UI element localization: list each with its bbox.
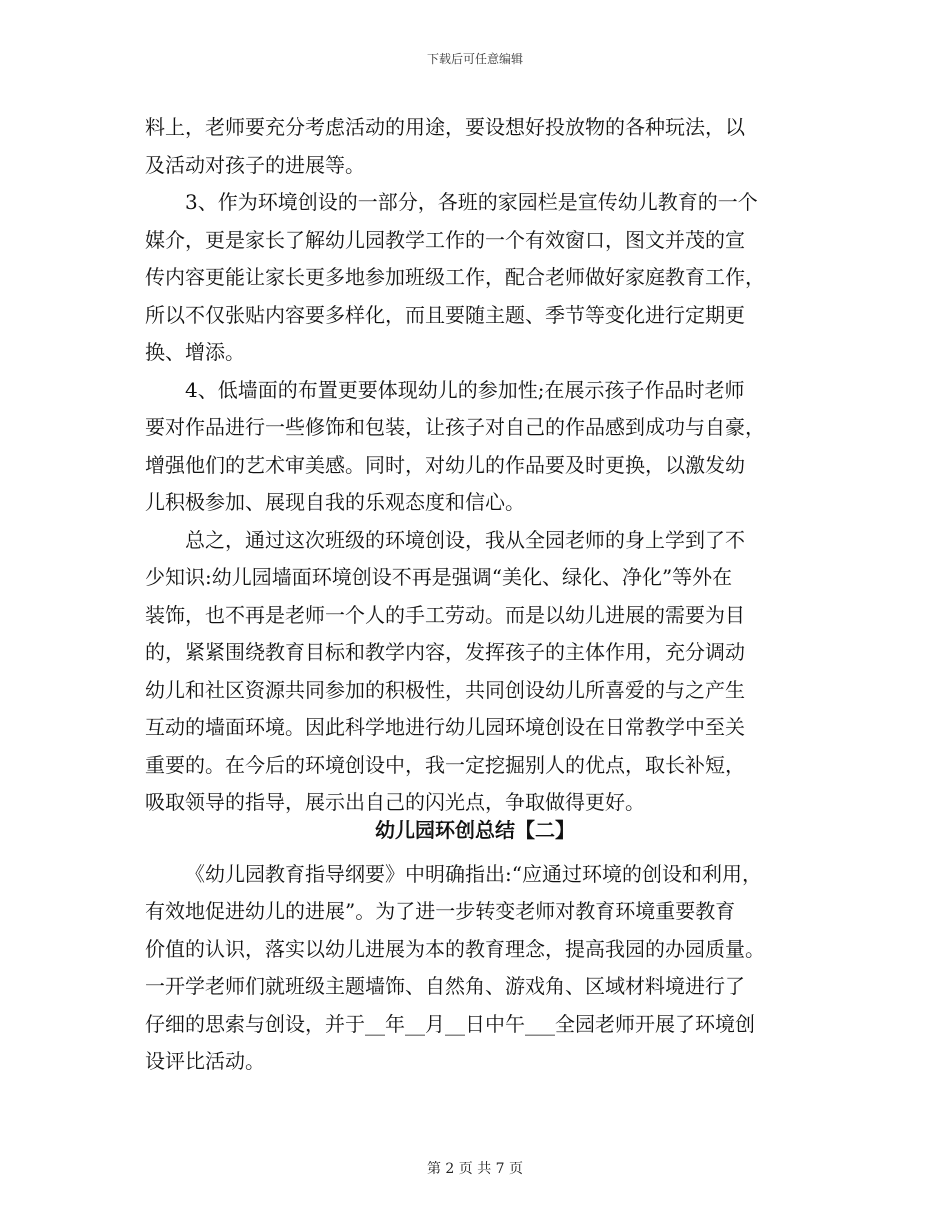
section-line: 价值的认识，落实以幼儿进展为本的教育理念，提高我园的办园质量。 <box>145 937 765 961</box>
section-line: 仔细的思索与创设，并于__年__月__日中午___全园老师开展了环境创 <box>145 1012 755 1036</box>
body-line: 及活动对孩子的进展等。 <box>145 153 365 177</box>
body-line: 3、作为环境创设的一部分，各班的家园栏是宣传幼儿教育的一个 <box>185 190 758 214</box>
page-number: 第 2 页 共 7 页 <box>426 1161 524 1177</box>
body-line: 4、低墙面的布置更要体现幼儿的参加性;在展示孩子作品时老师 <box>185 378 745 402</box>
body-line: 所以不仅张贴内容要多样化，而且要随主题、季节等变化进行定期更 <box>145 303 745 327</box>
body-line: 装饰，也不再是老师一个人的手工劳动。而是以幼儿进展的需要为目 <box>145 603 745 627</box>
body-line: 媒介，更是家长了解幼儿园教学工作的一个有效窗口，图文并茂的宣 <box>145 228 745 252</box>
download-note: 下载后可任意编辑 <box>426 52 523 66</box>
body-line: 儿积极参加、展现自我的乐观态度和信心。 <box>145 490 525 514</box>
body-line: 的，紧紧围绕教育目标和教学内容，发挥孩子的主体作用，充分调动 <box>145 640 745 664</box>
body-line: 吸取领导的指导，展示出自己的闪光点，争取做得更好。 <box>145 790 645 814</box>
body-line: 换、增添。 <box>145 340 245 364</box>
body-line: 重要的。在今后的环境创设中，我一定挖掘别人的优点，取长补短， <box>145 753 745 777</box>
body-line: 总之，通过这次班级的环境创设，我从全园老师的身上学到了不 <box>185 528 745 552</box>
body-line: 幼儿和社区资源共同参加的积极性，共同创设幼儿所喜爱的与之产生 <box>145 678 745 702</box>
body-line: 少知识:幼儿园墙面环境创设不再是强调“美化、绿化、净化”等外在 <box>145 565 733 589</box>
section-line: 一开学老师们就班级主题墙饰、自然角、游戏角、区域材料境进行了 <box>145 974 745 998</box>
section-line: 《幼儿园教育指导纲要》中明确指出:“应通过环境的创设和利用， <box>185 862 762 886</box>
body-line: 传内容更能让家长更多地参加班级工作，配合老师做好家庭教育工作， <box>145 265 765 289</box>
body-line: 料上，老师要充分考虑活动的用途，要设想好投放物的各种玩法，以 <box>145 115 745 139</box>
body-line: 要对作品进行一些修饰和包装，让孩子对自己的作品感到成功与自豪， <box>145 415 765 439</box>
section-title: 幼儿园环创总结【二】 <box>375 818 575 842</box>
body-line: 互动的墙面环境。因此科学地进行幼儿园环境创设在日常教学中至关 <box>145 715 745 739</box>
section-line: 设评比活动。 <box>145 1049 265 1073</box>
section-line: 有效地促进幼儿的进展”。为了进一步转变老师对教育环境重要教育 <box>145 899 736 923</box>
body-line: 增强他们的艺术审美感。同时，对幼儿的作品要及时更换，以激发幼 <box>145 453 745 477</box>
